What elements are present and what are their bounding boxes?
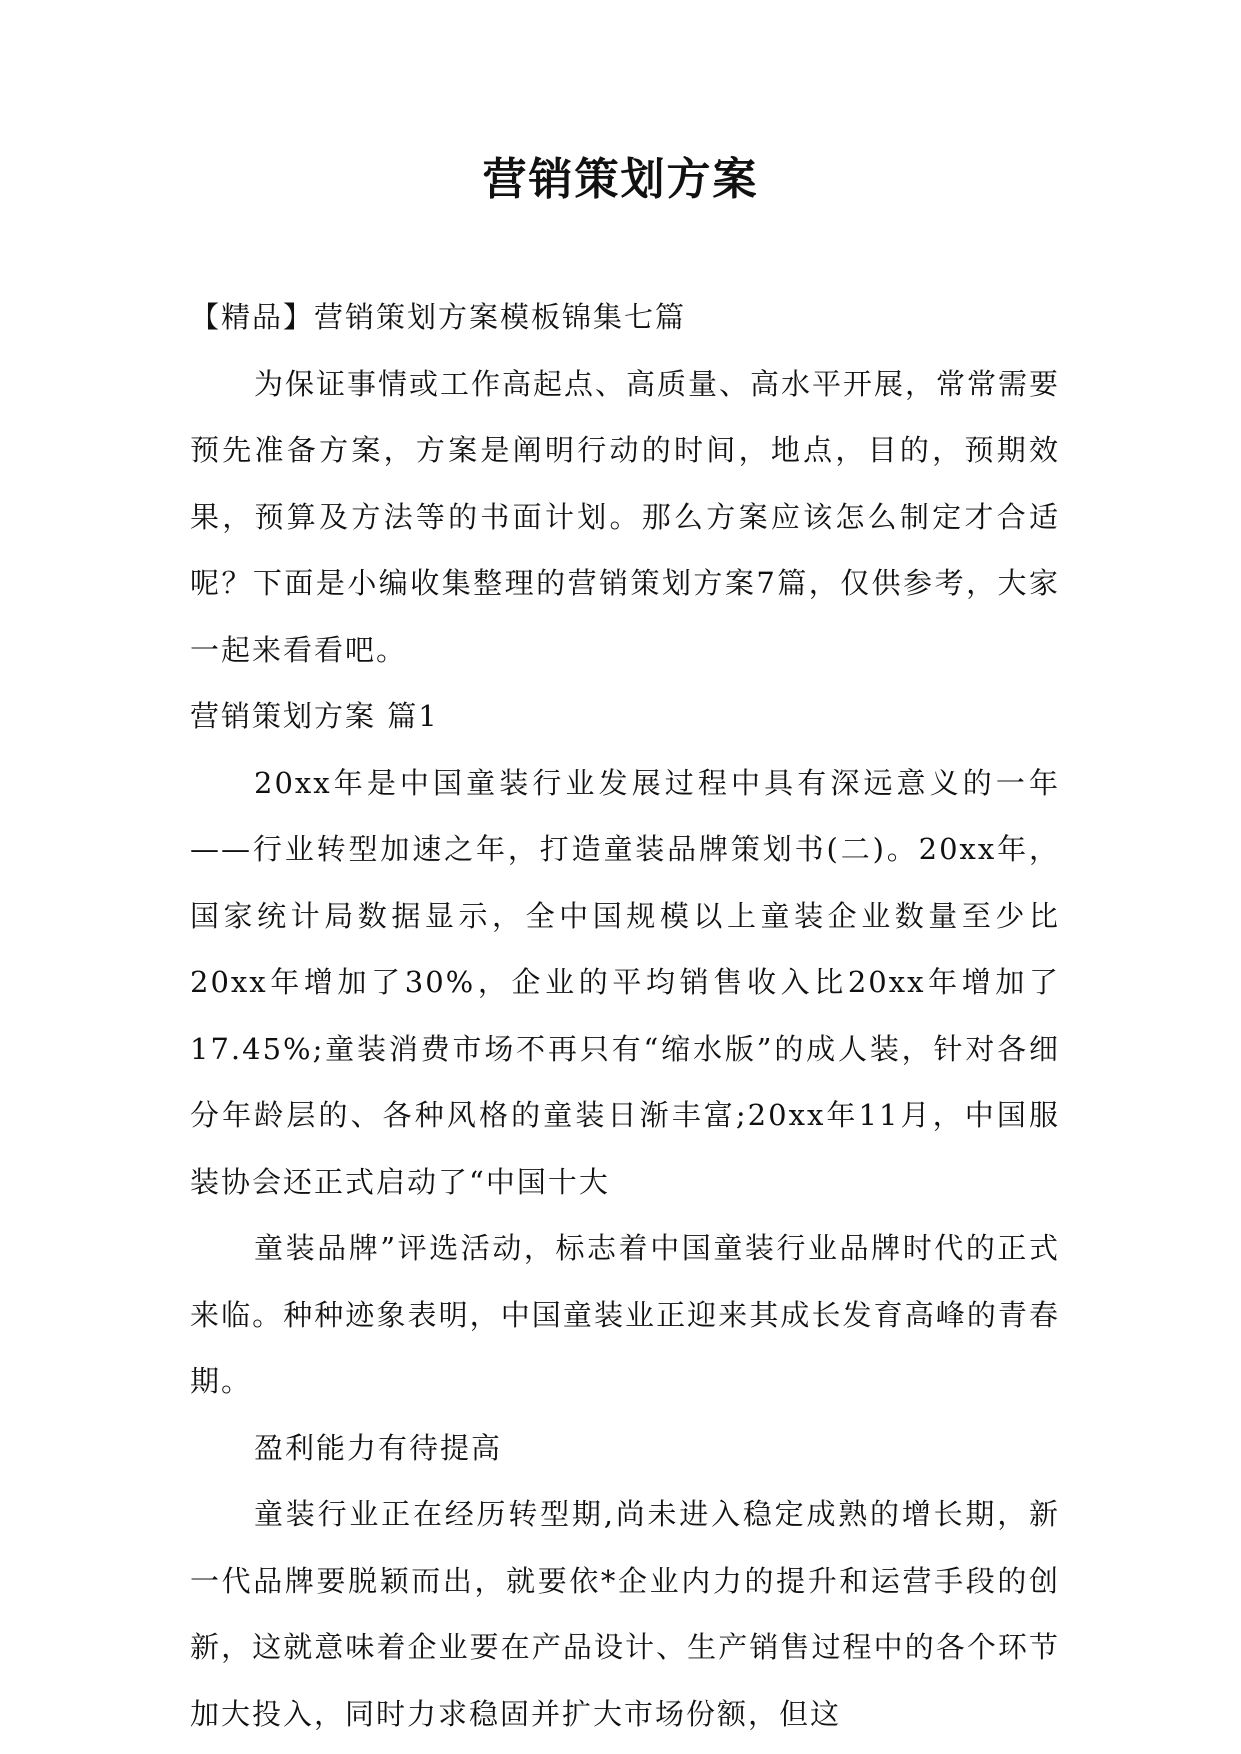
document-body (190, 284, 1060, 1747)
document-heading: 【精品】营销策划方案模板锦集七篇 (190, 300, 687, 334)
document-title: 营销策划方案 (482, 154, 759, 205)
body-paragraph-3: 童装行业正在经历转型期,尚未进入稳定成熟的增长期，新一代品牌要脱颖而出，就要依*企业内力的提升和运营手段的创新，这就意味着企业要在产品设计、生产销售过程中的各个环节加大投入，同时力求稳固并扩大市场份额，但这 (190, 1497, 1060, 1731)
section-title: 营销策划方案 篇1 (190, 699, 439, 733)
subheading: 盈利能力有待提高 (254, 1430, 503, 1465)
body-paragraph-1: 20xx年是中国童装行业发展过程中具有深远意义的一年——行业转型加速之年，打造童装品牌策划书(二)。20xx年，国家统计局数据显示，全中国规模以上童装企业数量至少比20xx年增加了30%，企业的平均销售收入比20xx年增加了17.45%;童装消费市场不再只有“缩水版”的成人装，针对各细分年龄层的、各种风格的童装日渐丰富;20xx年11月，中国服装协会还正式启动了“中国十大 (190, 765, 1060, 1199)
body-paragraph-2: 童装品牌”评选活动，标志着中国童装行业品牌时代的正式来临。种种迹象表明，中国童装业正迎来其成长发育高峰的青春期。 (190, 1231, 1060, 1398)
intro-paragraph: 为保证事情或工作高起点、高质量、高水平开展，常常需要预先准备方案，方案是阐明行动的时间，地点，目的，预期效果，预算及方法等的书面计划。那么方案应该怎么制定才合适呢？下面是小编收集整理的营销策划方案7篇，仅供参考，大家一起来看看吧。 (190, 366, 1061, 667)
